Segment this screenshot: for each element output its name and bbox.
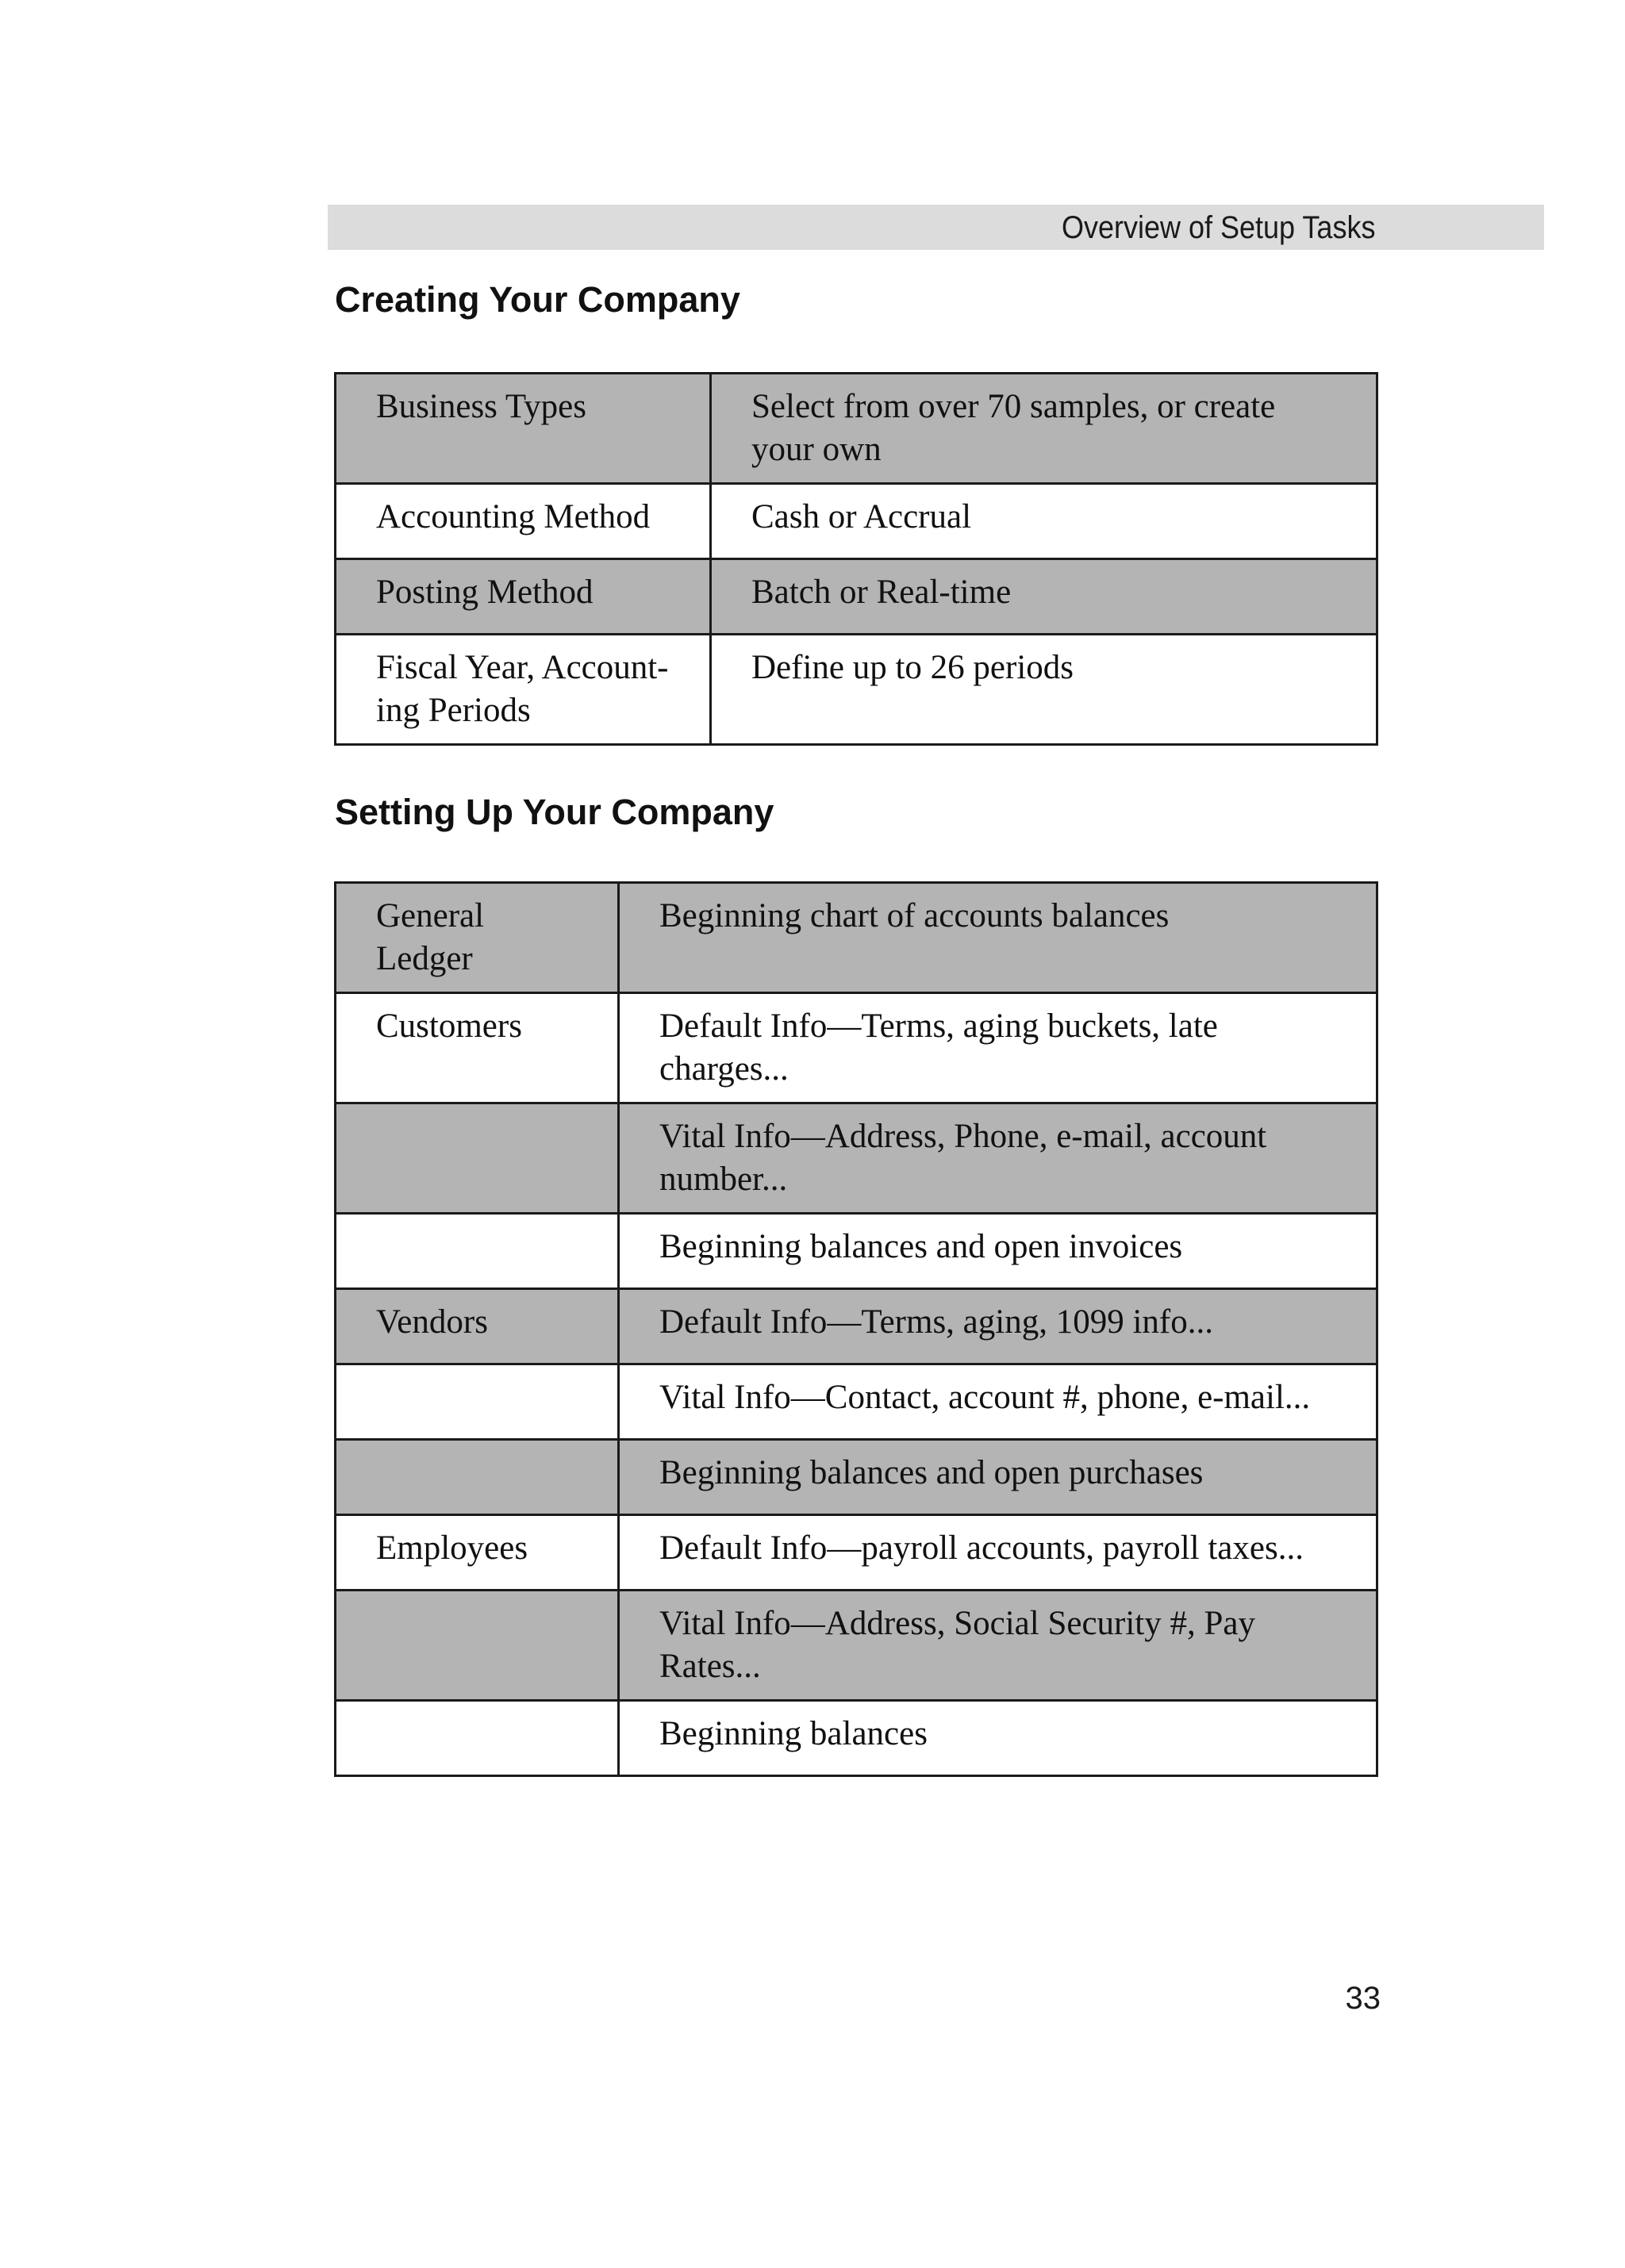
table-row bbox=[336, 1591, 1377, 1701]
row-label bbox=[336, 1591, 619, 1701]
table-row bbox=[336, 635, 1377, 745]
row-label bbox=[336, 1364, 619, 1440]
table-row bbox=[336, 1103, 1377, 1214]
table-row bbox=[336, 1515, 1377, 1591]
row-label: Customers bbox=[336, 993, 619, 1103]
row-label bbox=[336, 1103, 619, 1214]
row-value: Beginning balances and open invoices bbox=[619, 1214, 1377, 1289]
row-value: Default Info—Terms, aging, 1099 info... bbox=[619, 1289, 1377, 1364]
row-label: Vendors bbox=[336, 1289, 619, 1364]
row-label: Fiscal Year, Account-ing Periods bbox=[336, 635, 711, 745]
row-value: Beginning chart of accounts balances bbox=[619, 883, 1377, 993]
row-value: Beginning balances and open purchases bbox=[619, 1440, 1377, 1515]
table-row bbox=[336, 993, 1377, 1103]
running-header-title: Overview of Setup Tasks bbox=[1061, 210, 1375, 245]
row-label: Accounting Method bbox=[336, 484, 711, 559]
row-label bbox=[336, 1214, 619, 1289]
creating-company-heading: Creating Your Company bbox=[335, 279, 740, 320]
row-label bbox=[336, 1701, 619, 1776]
row-value: Define up to 26 periods bbox=[711, 635, 1377, 745]
setting-up-company-table bbox=[334, 881, 1378, 1777]
table-row bbox=[336, 1440, 1377, 1515]
row-value: Batch or Real-time bbox=[711, 559, 1377, 635]
row-label bbox=[336, 1440, 619, 1515]
row-value: Vital Info—Contact, account #, phone, e-mail... bbox=[619, 1364, 1377, 1440]
table-row bbox=[336, 374, 1377, 484]
table-row bbox=[336, 883, 1377, 993]
table-row bbox=[336, 559, 1377, 635]
row-value: Beginning balances bbox=[619, 1701, 1377, 1776]
row-value: Select from over 70 samples, or create your own bbox=[711, 374, 1377, 484]
table-row bbox=[336, 484, 1377, 559]
row-value: Vital Info—Address, Social Security #, Pay Rates... bbox=[619, 1591, 1377, 1701]
creating-company-table bbox=[334, 372, 1378, 746]
row-value: Cash or Accrual bbox=[711, 484, 1377, 559]
row-value: Vital Info—Address, Phone, e-mail, account number... bbox=[619, 1103, 1377, 1214]
row-label: Business Types bbox=[336, 374, 711, 484]
table-row bbox=[336, 1701, 1377, 1776]
row-label: Posting Method bbox=[336, 559, 711, 635]
table-row bbox=[336, 1289, 1377, 1364]
table-row bbox=[336, 1214, 1377, 1289]
row-label: Employees bbox=[336, 1515, 619, 1591]
row-label: General Ledger bbox=[336, 883, 619, 993]
row-value: Default Info—Terms, aging buckets, late charges... bbox=[619, 993, 1377, 1103]
page-number: 33 bbox=[1345, 1981, 1381, 2016]
table-row bbox=[336, 1364, 1377, 1440]
setting-up-company-heading: Setting Up Your Company bbox=[335, 792, 774, 832]
row-value: Default Info—payroll accounts, payroll taxes... bbox=[619, 1515, 1377, 1591]
